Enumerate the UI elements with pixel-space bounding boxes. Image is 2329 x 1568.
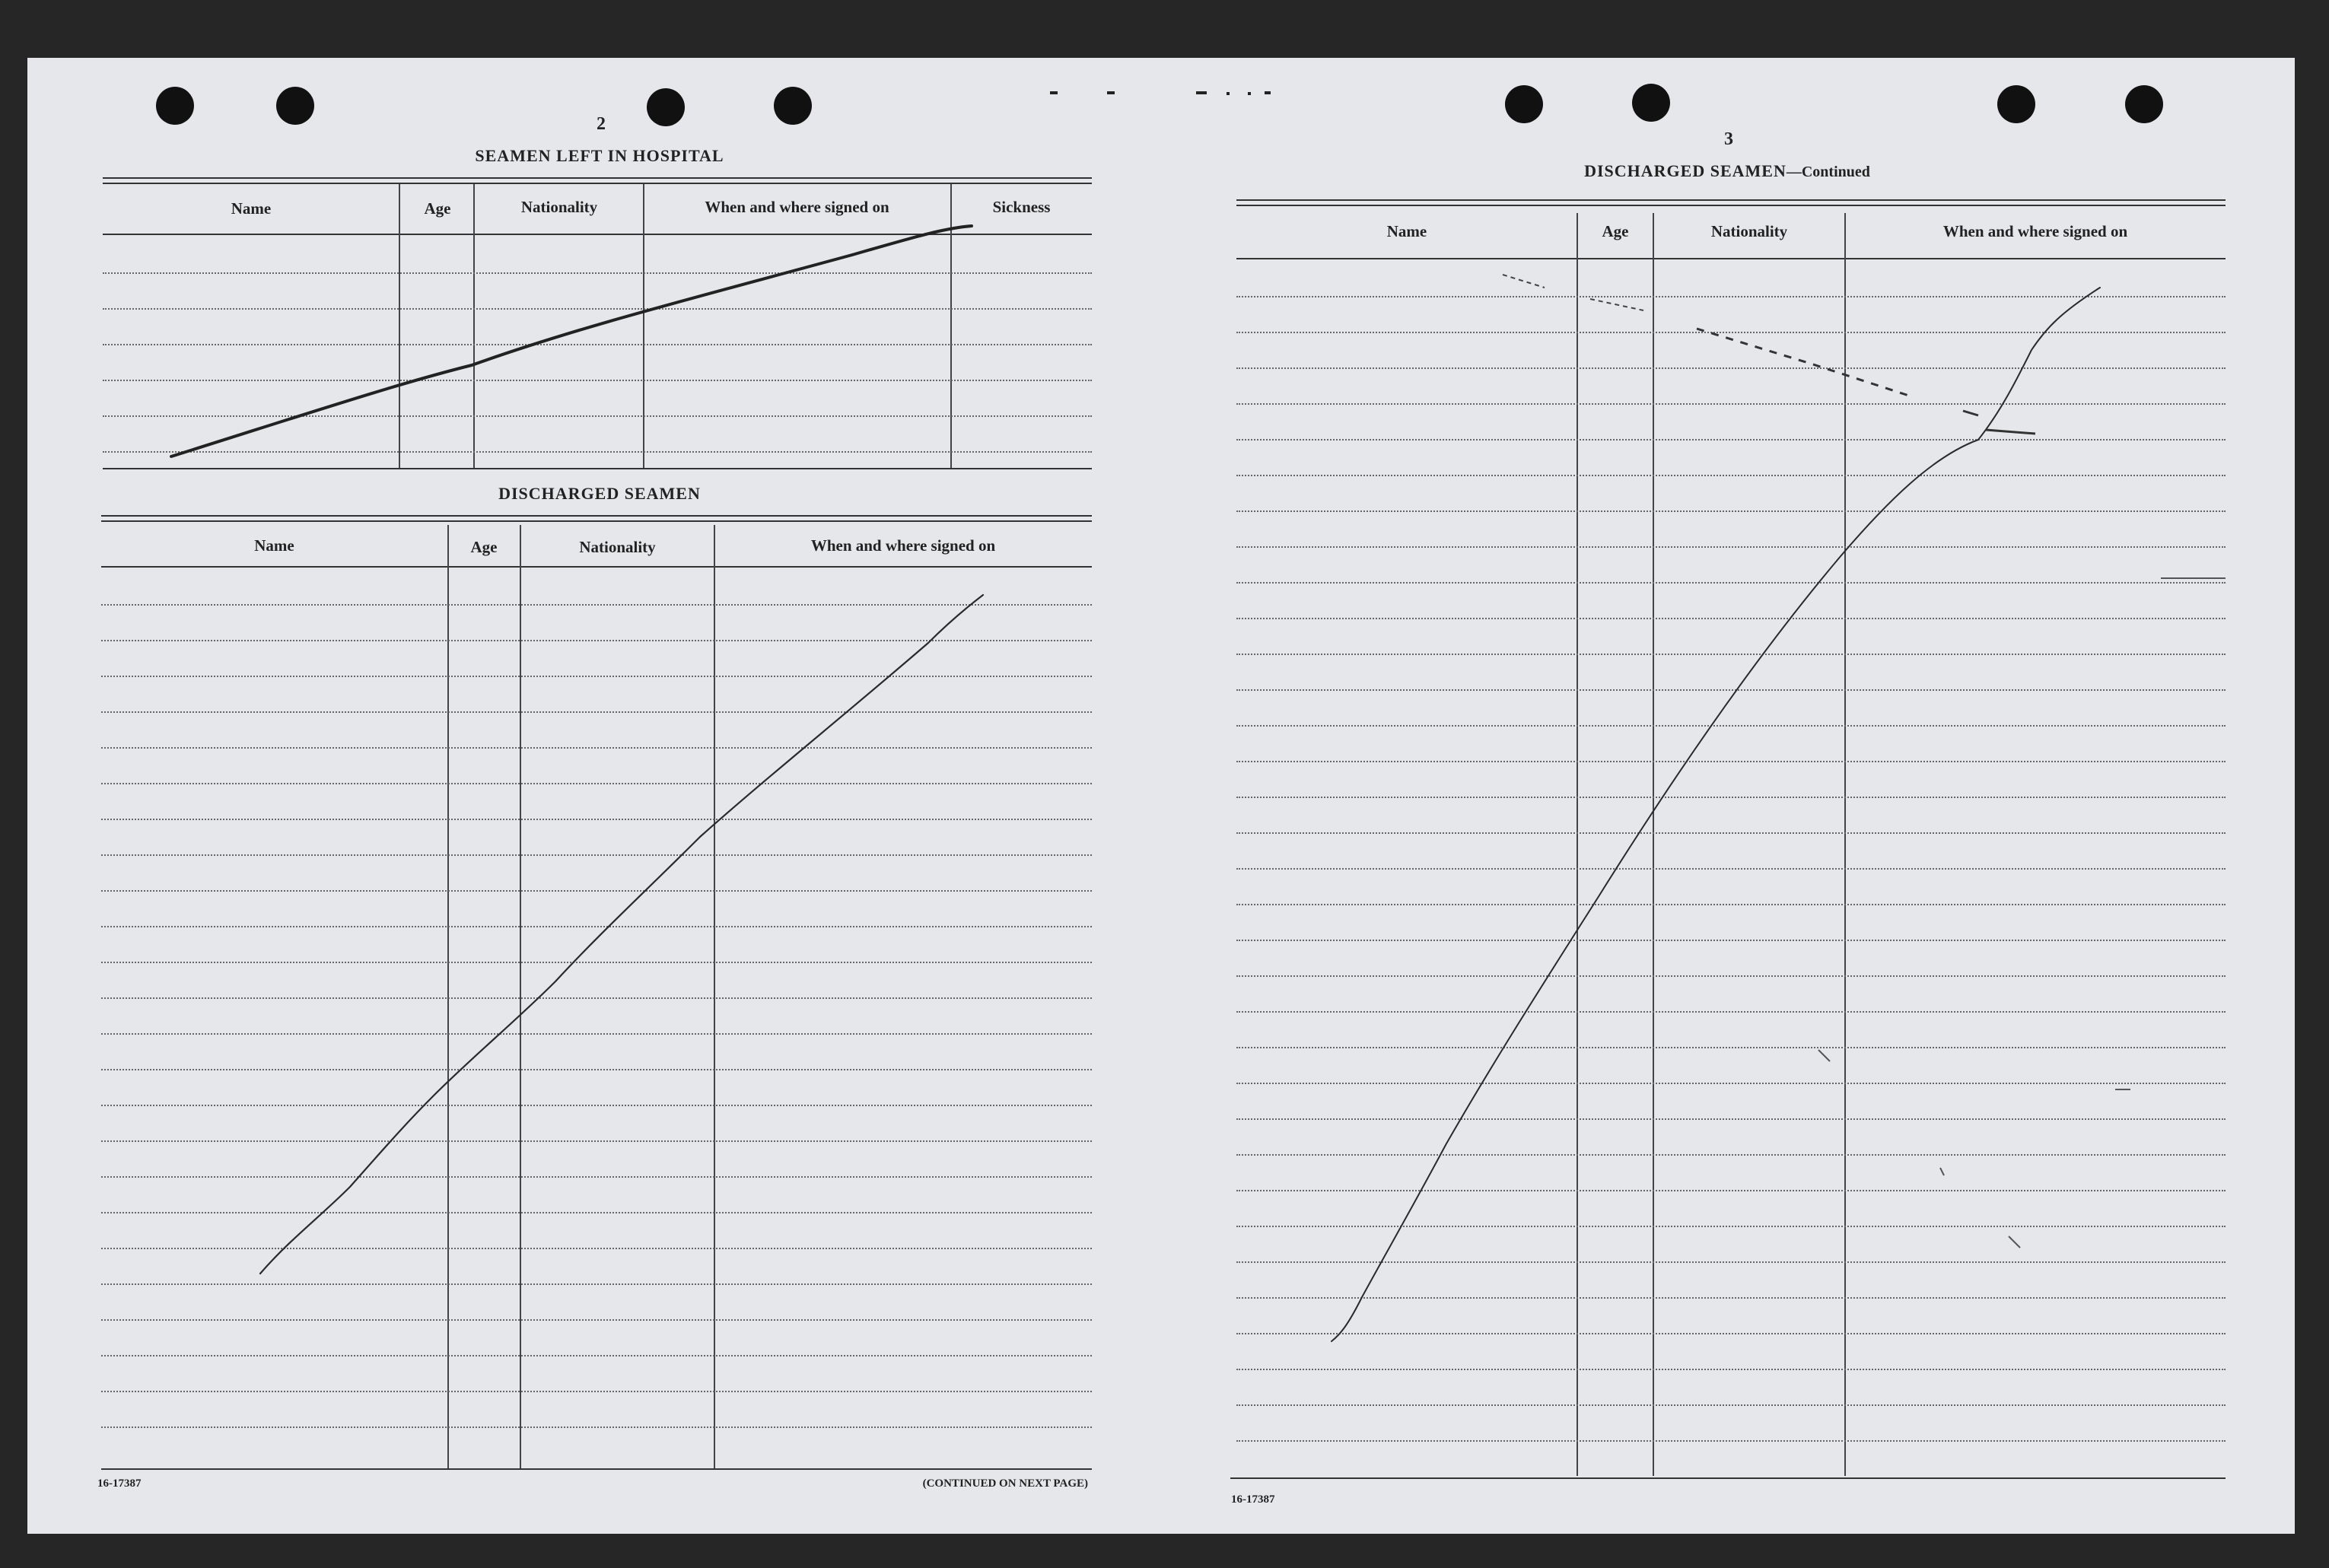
discharged-cancel-stroke [260, 595, 983, 1274]
column-header-nationality: Nationality [520, 198, 598, 216]
stray-mark [1590, 299, 1643, 310]
continued-note: (CONTINUED ON NEXT PAGE) [922, 1477, 1088, 1490]
column-header-signed-on: When and where signed on [705, 198, 889, 216]
section-title-discharged: DISCHARGED SEAMEN [498, 484, 701, 503]
column-header-age: Age [1602, 222, 1629, 240]
column-header-signed-on: When and where signed on [1942, 222, 2128, 240]
column-header-sickness: Sickness [992, 198, 1051, 216]
form-number: 16-17387 [1231, 1493, 1275, 1506]
column-header-nationality: Nationality [579, 538, 656, 556]
section-title-suffix: —Continued [1786, 164, 1870, 180]
column-header-nationality: Nationality [1710, 222, 1788, 240]
column-header-name: Name [254, 536, 294, 555]
column-header-name: Name [1386, 222, 1427, 240]
stray-mark [1697, 329, 1914, 397]
stray-mark [1503, 275, 1545, 288]
column-header-name: Name [231, 199, 272, 218]
page-number: 3 [1724, 129, 1733, 149]
section-title-hospital: SEAMEN LEFT IN HOSPITAL [475, 146, 724, 165]
column-header-signed-on: When and where signed on [810, 536, 996, 555]
column-header-age: Age [470, 538, 498, 556]
section-title-main: DISCHARGED SEAMEN [1584, 161, 1787, 180]
stray-mark [2115, 578, 2226, 1089]
stray-mark [1963, 411, 2035, 434]
discharged-continued-cancel-stroke [1332, 288, 2100, 1341]
hospital-cancel-stroke [171, 226, 972, 456]
stray-mark [1818, 1050, 2020, 1248]
form-number: 16-17387 [97, 1477, 142, 1490]
page-number: 2 [597, 114, 606, 134]
column-header-age: Age [424, 199, 451, 218]
